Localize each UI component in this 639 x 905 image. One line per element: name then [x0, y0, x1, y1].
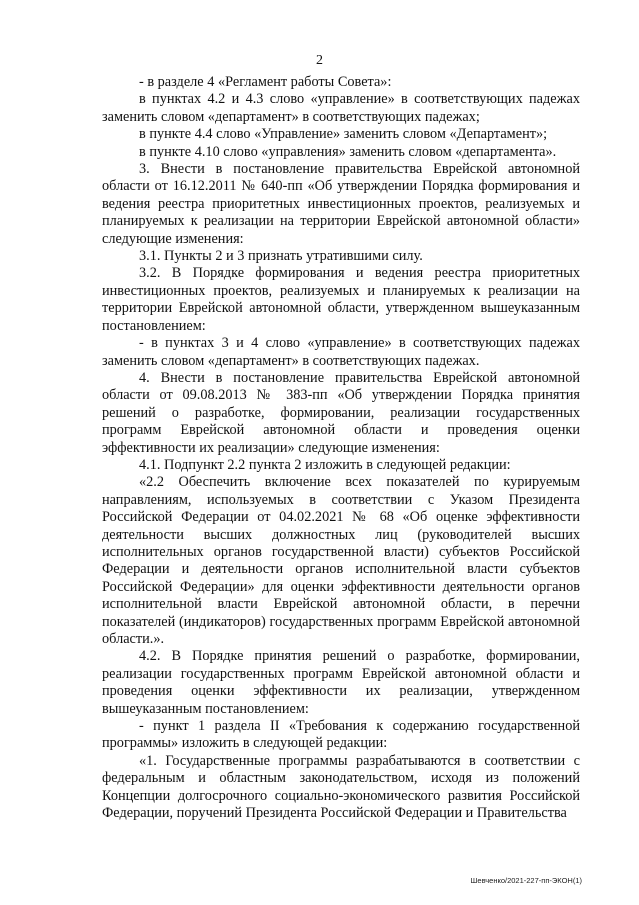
paragraph: 3. Внести в постановление правительства Еврейской автономной области от 16.12.2011 № 640-пп «Об утверждении Порядка формирования и ведения реестра приоритетных инвестиционных проектов, реализуемых и планируемых к реализации на территории Еврейской автономной области» следующие изменения:	[102, 161, 580, 247]
page-number: 2	[316, 53, 323, 68]
paragraph: «2.2 Обеспечить включение всех показателей по курируемым направлениям, используемых в соответствии с Указом Президента Российской Федерации от 04.02.2021 № 68 «Об оценке эффективности деятельности высших должностных лиц (руководителей высших исполнительных органов государственной власти) субъектов Российской Федерации и деятельности органов исполнительной власти субъектов Российской Федерации» для оценки эффективности деятельности органов исполнительной власти Еврейской автономной области, в перечни показателей (индикаторов) государственных программ Еврейской автономной области.».	[102, 474, 580, 647]
paragraph: «1. Государственные программы разрабатываются в соответствии с федеральным и областным законодательством, исходя из положений Концепции долгосрочного социально-экономического развития Российской Федерации, поручений Президента Российской Федерации и Правительства	[102, 752, 580, 822]
paragraph: - в пунктах 3 и 4 слово «управление» в соответствующих падежах заменить словом «департамент» в соответствующих падежах.	[102, 335, 580, 369]
paragraph: 4.2. В Порядке принятия решений о разработке, формировании, реализации государственных программ Еврейской автономной области и проведения оценки эффективности их реализации, утвержденном вышеуказанным постановлением:	[102, 648, 580, 717]
footer-document-code: Шевченко/2021-227-пп-ЭКОН(1)	[470, 876, 582, 885]
paragraph: 3.1. Пункты 2 и 3 признать утратившими силу.	[139, 248, 423, 265]
paragraph: в пункте 4.4 слово «Управление» заменить словом «Департамент»;	[139, 126, 548, 143]
paragraph: 3.2. В Порядке формирования и ведения реестра приоритетных инвестиционных проектов, реализуемых и планируемых к реализации на территории Еврейской автономной области, утвержденном вышеуказанным постановлением:	[102, 265, 580, 334]
paragraph: - пункт 1 раздела II «Требования к содержанию государственной программы» изложить в следующей редакции:	[102, 718, 580, 752]
paragraph: 4.1. Подпункт 2.2 пункта 2 изложить в следующей редакции:	[139, 456, 511, 473]
paragraph: в пунктах 4.2 и 4.3 слово «управление» в соответствующих падежах заменить словом «департамент» в соответствующих падежах;	[102, 91, 580, 125]
paragraph: в пункте 4.10 слово «управления» заменить словом «департамента».	[139, 143, 557, 160]
paragraph: 4. Внести в постановление правительства Еврейской автономной области от 09.08.2013 № 383-пп «Об утверждении Порядка принятия решений о разработке, формировании, реализации государственных программ Еврейской автономной области и проведения оценки эффективности их реализации» следующие изменения:	[102, 369, 580, 456]
document-body	[102, 74, 580, 822]
paragraph: - в разделе 4 «Регламент работы Совета»:	[139, 74, 392, 90]
